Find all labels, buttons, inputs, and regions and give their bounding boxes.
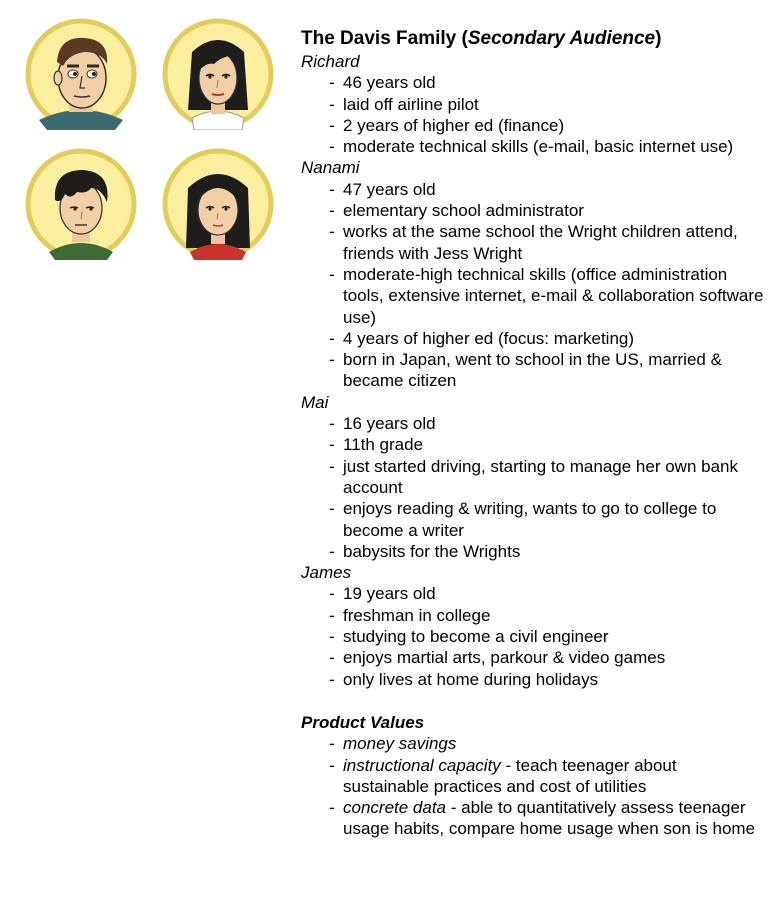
member-name-james: James — [301, 563, 352, 583]
member-list-richard — [301, 72, 766, 157]
list-item: - moderate technical skills (e-mail, basic internet use) — [327, 136, 766, 157]
list-item: - 19 years old — [327, 583, 766, 604]
list-item: - 11th grade — [327, 434, 766, 455]
member-name-richard: Richard — [301, 52, 360, 71]
list-item: - elementary school administrator — [327, 200, 766, 221]
list-item: - born in Japan, went to school in the US, married & became citizen — [327, 349, 766, 392]
list-item: - babysits for the Wrights — [327, 541, 766, 562]
persona-content — [301, 27, 766, 840]
avatar-nanami — [162, 18, 274, 130]
nanami-portrait-icon — [162, 18, 274, 130]
mai-portrait-icon — [162, 148, 274, 260]
avatar-james — [25, 148, 137, 260]
list-item: - 47 years old — [327, 179, 766, 200]
product-values-title: Product Values — [301, 712, 425, 732]
list-item: - instructional capacity - teach teenager about sustainable practices and cost of utilities — [327, 755, 766, 798]
member-list-mai — [301, 413, 766, 562]
james-portrait-icon — [25, 148, 137, 260]
list-item: - studying to become a civil engineer — [327, 626, 766, 647]
member-list-nanami — [301, 179, 766, 392]
member-name-mai: Mai — [301, 392, 329, 412]
list-item: - moderate-high technical skills (office administration tools, extensive internet, e-mail & collaboration software use) — [327, 264, 766, 328]
list-item: - just started driving, starting to manage her own bank account — [327, 456, 766, 499]
member-name-nanami: Nanami — [301, 158, 360, 178]
list-item: - works at the same school the Wright children attend, friends with Jess Wright — [327, 221, 766, 264]
richard-portrait-icon — [25, 18, 137, 130]
product-values-list — [301, 733, 766, 839]
list-item: - 46 years old — [327, 72, 766, 93]
avatar-mai — [162, 148, 274, 260]
list-item: - 16 years old — [327, 413, 766, 434]
list-item: - freshman in college — [327, 605, 766, 626]
list-item: - 4 years of higher ed (focus: marketing) — [327, 328, 766, 349]
list-item: - only lives at home during holidays — [327, 669, 766, 690]
member-list-james — [301, 583, 766, 689]
list-item: - enjoys reading & writing, wants to go to college to become a writer — [327, 498, 766, 541]
list-item: - laid off airline pilot — [327, 94, 766, 115]
list-item: - concrete data - able to quantitatively assess teenager usage habits, compare home usage when son is home — [327, 797, 766, 840]
list-item: - enjoys martial arts, parkour & video games — [327, 647, 766, 668]
list-item: - money savings — [327, 733, 766, 754]
avatar-richard — [25, 18, 137, 130]
page-title: The Davis Family (Secondary Audience) — [301, 28, 662, 49]
list-item: - 2 years of higher ed (finance) — [327, 115, 766, 136]
